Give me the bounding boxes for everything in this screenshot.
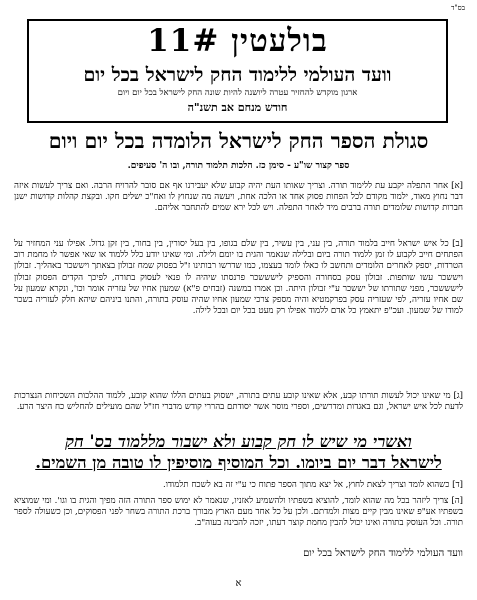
paragraph-2: [ב] כל איש ישראל חייב בלמוד תורה, בין עני, בין עשיר, בין שלם בגופו, בין בעל יסורין, בין בחור, בין זקן גדול. אפילו עני המחזיר על הפתחים חייב לקבוע לו זמן ללמוד תורה ביום ובלילה שנאמר והגית בו יומם ולילה. ומי שאינו יודע כלל ללמוד או שאי אפשר לו מחמת רוב הטרדות, יספק לאחרים הלומדים ותחשב לו כאלו לומד בעצמו, כמו שדרשו רבותינו ז"ל בפסוק שמח זבולון בצאתך ויששכר באהליך. זבולון ויששכר עשו שותפות. זבולון עסק בסחורה והספיק לישששכר פרנסתו שיהיה לו פנאי לעסוק בתורה, לפיכך הקדים הפסוק זבולון לישששכר, מפני שתורתו של יששכר ע"י זבולון היתה. וכן אמרו במשנה (זבחים פ"א) שמעון אחיו של עזריה אומר וכו', ונקרא שמעון על שם אחיו עזריה, לפי שעזריה עסק בפרקמטיא והיה מספק צרכי שמעון אחיו שהיה עוסק בתורה, והתנו ביניהם שיהא חלק לעזריה בשכר למודו של שמעון. ועכ"פ יתאמץ כל אדם ללמוד אפילו רק מעט בכל יום ובכל לילה.	[14, 239, 463, 317]
callout-quote	[12, 431, 465, 473]
paragraph-3: [ג] מי שאינו יכול לעשות תורתו קבע, אלא שאינו קובע עתים בתורה, ישסוק בעתים הללו שהוא קובע, ללמוד ההלכות השכיחות הנצרכות לדעת לכל איש ישראל, וגם באגדות ומדרשים, וספרי מוסר אשר יסודתם בהררי קודש מדברי חז"ל שהם מועילים להחליש כח היצר הרע.	[14, 391, 463, 413]
callout-line-1: ואשרי מי שיש לו חק קבוע ולא ישבור מללמוד בס' חק	[65, 432, 412, 451]
issue-month: חודש מנחם אב תשנ"ה	[187, 101, 288, 114]
page-number: א	[235, 578, 242, 589]
organization-name: וועד העולמי ללימוד החק לישראל בכל יום	[83, 64, 392, 86]
callout-line-2: לישראל דבר יום ביומו. וכל המוסיף מוסיפין לו טובה מן השמים.	[35, 453, 442, 472]
paragraph-1: [א] אחר התפלה יקבע עת ללימוד תורה. וצריך שאותו העת יהיה קבוע שלא יעבירנו אף אם סובר להרויח הרבה. ואם צריך לעשות איזה דבר נחוץ מאוד, ילמוד מקודם לכל הפחות פסוק אחד או הלכה אחת, ויעשה מה שנחוץ לו ואח"כ ישלים חקו. ובקצת קהלות קדושות ישנן חברות קדושות שלומדים תורה ברבים מיד לאחר התפלה. ויש לכל ירא שמים להתחבר אליהם.	[14, 181, 463, 214]
bulletin-title: בולעטין 11#	[147, 23, 328, 59]
organization-description: ארגון מוקדש להחזיר עטרה ליושנה להיות שונה החק לישראל בכל יום ויום	[117, 88, 358, 98]
paragraph-4: [ד] כשהוא לומד וצריך לצאת לחוץ, אל יצא מתוך הספר פתוח כי ע"י זה בא לשכח תלמודו.	[162, 480, 463, 490]
signoff: וועד העולמי ללימוד החק לישראל בכל יום	[303, 548, 463, 559]
bsd-header: בס"ד	[451, 4, 465, 12]
paragraph-5: [ה] צריך ליזהר בכל מה שהוא לומד, להוציא בשפתיו ולהשמיע לאזניו, שנאמר לא ימוש ספר התורה הזה מפיך והגית בו וגו'. ומי שמוציא בשפתיו אע"פ שאינו מבין קיים מצות ולמדתם. ולכן על כל אחד מעם הארץ מבורך ברכת התורה בשחר לפני הפסוקים, וכן כשעולה לספר תורה. וכל העוסק בתורה ואינו יכול להבין מחמת קוצר דעתו, יזכה להבינה בעוה"ב.	[14, 496, 463, 529]
masthead-box	[27, 19, 448, 123]
article-headline: סגולת הספר החק לישראל הלומדה בכל יום ויום	[48, 129, 429, 153]
article-source: ספר קצור שו"ע - סימן כז. הלכות תלמוד תורה, ובו ה' סעיפים.	[127, 161, 350, 171]
